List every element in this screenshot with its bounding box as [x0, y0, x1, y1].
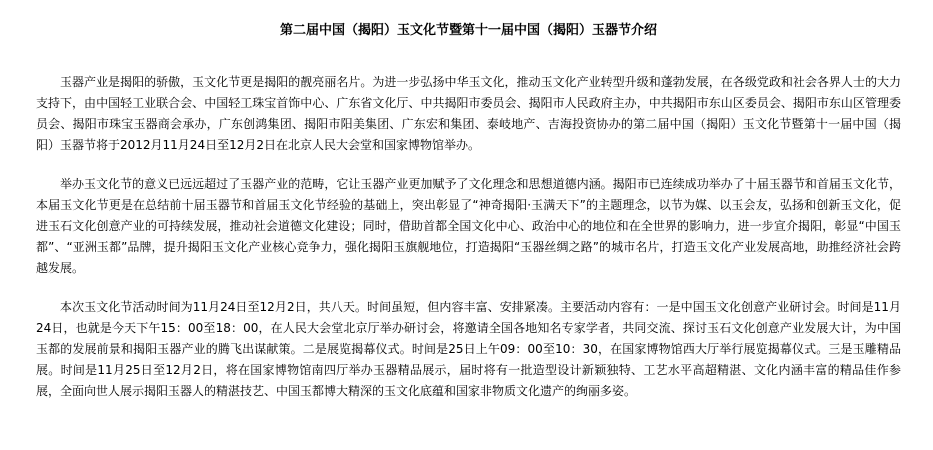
article-paragraph-3: 本次玉文化节活动时间为11月24日至12月2日，共八天。时间虽短，但内容丰富、安排紧凑。主要活动内容有：一是中国玉文化创意产业研讨会。时间是11月24日，也就是今天下午15：00至18：00，在人民大会堂北京厅举办研讨会，将邀请全国各地知名专家学者，共同交流、探讨玉石文化创意产业发展大计，为中国玉都的发展前景和揭阳玉器产业的腾飞出谋献策。二是展览揭幕仪式。时间是25日上午09：00至10：30，在国家博物馆西大厅举行展览揭幕仪式。三是玉雕精品展。时间是11月25日至12月2日，将在国家博物馆南四厅举办玉器精品展示，届时将有一批造型设计新颖独特、工艺水平高超精湛、文化内涵丰富的精品佳作参展，全面向世人展示揭阳玉器人的精湛技艺、中国玉都博大精深的玉文化底蕴和国家非物质文化遗产的绚丽多姿。 — [36, 300, 902, 398]
article-title: 第二届中国（揭阳）玉文化节暨第十一届中国（揭阳）玉器节介绍 — [279, 23, 657, 38]
article-paragraph-2: 举办玉文化节的意义已远远超过了玉器产业的范畴，它让玉器产业更加赋予了文化理念和思想道德内涵。揭阳市已连续成功举办了十届玉器节和首届玉文化节，本届玉文化节更是在总结前十届玉器节和首届玉文化节经验的基础上，突出彰显了“神奇揭阳·玉满天下”的主题理念，以节为媒、以玉会友，弘扬和创新玉文化，促进玉石文化创意产业的可持续发展，推动社会道德文化建设；同时，借助首都全国文化中心、政治中心的地位和在全世界的影响力，进一步宣介揭阳，彰显“中国玉都”、“亚洲玉都”品牌，提升揭阳玉文化产业核心竞争力，强化揭阳玉旗舰地位，打造揭阳“玉器丝绸之路”的城市名片，打造玉文化产业发展高地，助推经济社会跨越发展。 — [36, 177, 901, 275]
article-paragraph-1: 玉器产业是揭阳的骄傲，玉文化节更是揭阳的靓亮丽名片。为进一步弘扬中华玉文化，推动玉文化产业转型升级和蓬勃发展，在各级党政和社会各界人士的大力支持下，由中国轻工业联合会、中国轻工珠宝首饰中心、广东省文化厅、中共揭阳市委员会、揭阳市人民政府主办，中共揭阳市东山区委员会、揭阳市东山区管理委员会、揭阳市珠宝玉器商会承办，广东创鸿集团、揭阳市阳美集团、广东宏和集团、泰岐地产、吉海投资协办的第二届中国（揭阳）玉文化节暨第十一届中国（揭阳）玉器节将于2012月11月24日至12月2日在北京人民大会堂和国家博物馆举办。 — [36, 75, 901, 152]
